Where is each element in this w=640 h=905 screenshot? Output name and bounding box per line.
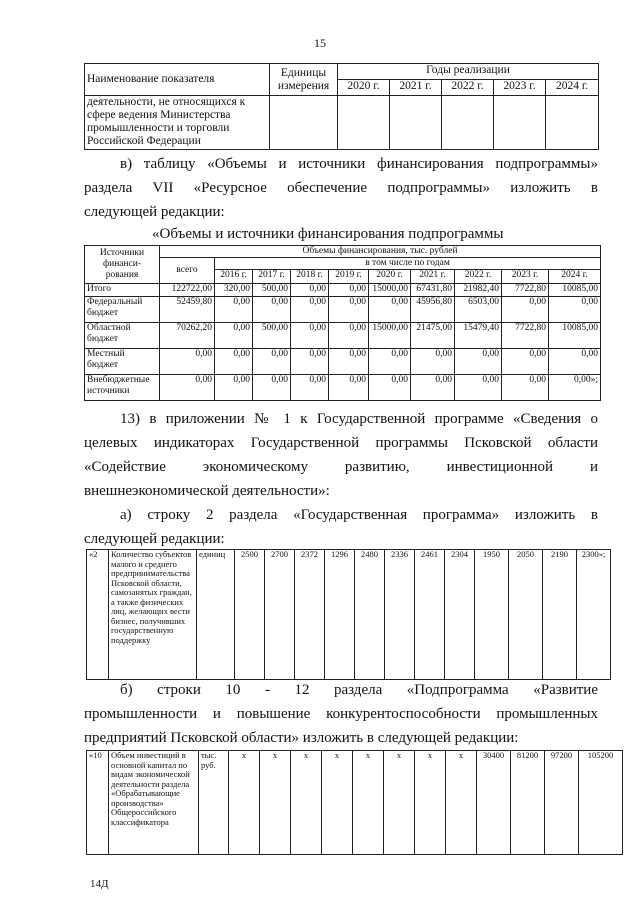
row-value: 0,00 <box>502 375 549 401</box>
paragraph-13-line3: «Содействие экономическому развитию, инвестиционной и <box>84 459 598 475</box>
row-value: 0,00 <box>411 349 455 375</box>
row-value: 500,00 <box>253 323 291 349</box>
row-value: 15000,00 <box>369 284 411 297</box>
row-value: 0,00 <box>253 349 291 375</box>
row-value: 0,00 <box>253 375 291 401</box>
row-value: 0,00 <box>215 349 253 375</box>
row-value: х <box>415 751 446 855</box>
row-value: 0,00 <box>160 375 215 401</box>
row-value: 0,00 <box>369 375 411 401</box>
table-title: «Объемы и источники финансирования подпрограммы <box>152 226 504 242</box>
row-value: 7722,80 <box>502 284 549 297</box>
row-value: 0,00 <box>455 349 502 375</box>
row-value: х <box>260 751 291 855</box>
footer-code: 14Д <box>90 878 109 890</box>
row-source-name: Внебюджетные источники <box>85 375 160 401</box>
paragraph-v-line3: следующей редакции: <box>84 204 225 220</box>
row-number: «2 <box>87 550 109 680</box>
row-value: 10085,00 <box>549 323 601 349</box>
header-year: 2022 г. <box>455 270 502 284</box>
row-value: 500,00 <box>253 284 291 297</box>
header-year: 2022 г. <box>442 80 494 96</box>
row-value: х <box>322 751 353 855</box>
row-indicator-name: Количество субъектов малого и среднего предпринимательства Псковской области, самозанятых граждан, а также физических лиц, желающих вести бизнес, получивших государственную поддержку <box>109 550 197 680</box>
row-value: 1296 <box>325 550 355 680</box>
header-year: 2024 г. <box>549 270 601 284</box>
row-value: 2480 <box>355 550 385 680</box>
row-value: 6503,00 <box>455 297 502 323</box>
header-years-group: Годы реализации <box>338 64 599 80</box>
row-value: 15479,40 <box>455 323 502 349</box>
indicator-row-2-table <box>86 549 611 680</box>
header-total: всего <box>160 258 215 284</box>
row-source-name: Итого <box>85 284 160 297</box>
row-value: 0,00 <box>215 297 253 323</box>
header-year: 2020 г. <box>338 80 390 96</box>
paragraph-v-line1: в) таблицу «Объемы и источники финансирования подпрограммы» <box>120 156 598 172</box>
empty-cell <box>390 96 442 150</box>
row-value: 0,00 <box>291 284 329 297</box>
header-year: 2019 г. <box>329 270 369 284</box>
indicator-table-continued <box>84 63 599 150</box>
table-row <box>85 297 601 323</box>
empty-cell <box>338 96 390 150</box>
header-year: 2016 г. <box>215 270 253 284</box>
row-value: 0,00 <box>215 375 253 401</box>
row-value: 21982,40 <box>455 284 502 297</box>
header-year: 2023 г. <box>494 80 546 96</box>
paragraph-v-line2: раздела VII «Ресурсное обеспечение подпрограммы» изложить в <box>84 180 598 196</box>
row-value: х <box>446 751 477 855</box>
row-value: 21475,00 <box>411 323 455 349</box>
header-source: Источники финанси- рования <box>85 246 160 284</box>
row-value: 0,00 <box>329 375 369 401</box>
row-value: 105200 <box>579 751 623 855</box>
row-value: 2050 <box>509 550 543 680</box>
header-year: 2021 г. <box>390 80 442 96</box>
row-value: 0,00 <box>502 349 549 375</box>
row-value: 122722,00 <box>160 284 215 297</box>
row-value: 0,00 <box>411 375 455 401</box>
paragraph-b-line2: промышленности и повышение конкурентоспособности промышленных <box>84 706 598 722</box>
row-value: 0,00 <box>329 284 369 297</box>
row-value: 0,00 <box>160 349 215 375</box>
row-value: 2500 <box>235 550 265 680</box>
row-value: 0,00 <box>502 297 549 323</box>
table-row <box>85 323 601 349</box>
row-value: 0,00 <box>369 349 411 375</box>
row-value: 45956,80 <box>411 297 455 323</box>
row-value: 2190 <box>543 550 577 680</box>
row-value: 0,00 <box>549 349 601 375</box>
row-source-name: Местный бюджет <box>85 349 160 375</box>
row-value: х <box>353 751 384 855</box>
header-indicator-name: Наименование показателя <box>85 64 270 96</box>
row-value: 0,00 <box>369 297 411 323</box>
row-value: 0,00 <box>291 297 329 323</box>
page-number: 15 <box>314 36 326 50</box>
row-value: 30400 <box>477 751 511 855</box>
paragraph-a-line1: а) строку 2 раздела «Государственная программа» изложить в <box>120 507 598 523</box>
row-value: 70262,20 <box>160 323 215 349</box>
financing-table <box>84 245 601 401</box>
row-value: 97200 <box>545 751 579 855</box>
row-value: 52459,80 <box>160 297 215 323</box>
header-year: 2020 г. <box>369 270 411 284</box>
header-year: 2018 г. <box>291 270 329 284</box>
row-source-name: Федеральный бюджет <box>85 297 160 323</box>
empty-cell <box>270 96 338 150</box>
paragraph-a-line2: следующей редакции: <box>84 531 225 547</box>
paragraph-13-line1: 13) в приложении № 1 к Государственной программе «Сведения о <box>120 411 598 427</box>
row-value: 2304 <box>445 550 475 680</box>
row-value: 0,00 <box>455 375 502 401</box>
row-value: 0,00 <box>329 323 369 349</box>
row-value: 2336 <box>385 550 415 680</box>
header-year: 2017 г. <box>253 270 291 284</box>
row-value: х <box>229 751 260 855</box>
header-financing-group: Объемы финансирования, тыс. рублей <box>160 246 601 258</box>
row-value: 7722,80 <box>502 323 549 349</box>
row-value: 2372 <box>295 550 325 680</box>
table-row <box>85 284 601 297</box>
row-value: х <box>384 751 415 855</box>
paragraph-13-line2: целевых индикаторах Государственной программы Псковской области <box>84 435 598 451</box>
row-value: 0,00 <box>329 349 369 375</box>
row-value: 67431,80 <box>411 284 455 297</box>
header-year: 2024 г. <box>546 80 599 96</box>
empty-cell <box>546 96 599 150</box>
row-unit: единиц <box>197 550 235 680</box>
header-years-subgroup: в том числе по годам <box>215 258 601 270</box>
header-unit: Единицы измерения <box>270 64 338 96</box>
row-value: 0,00 <box>549 297 601 323</box>
row-value: 2300»; <box>577 550 611 680</box>
row-value: 2700 <box>265 550 295 680</box>
row-value: 0,00 <box>329 297 369 323</box>
header-year: 2021 г. <box>411 270 455 284</box>
row-value: 10085,00 <box>549 284 601 297</box>
empty-cell <box>494 96 546 150</box>
table-row <box>85 375 601 401</box>
row-value: 15000,00 <box>369 323 411 349</box>
row-unit: тыс. руб. <box>199 751 229 855</box>
row-indicator-name: Объем инвестиций в основной капитал по видам экономической деятельности раздела «Обрабатывающие производства» Общероссийского классификатора <box>109 751 199 855</box>
row-value: х <box>291 751 322 855</box>
empty-cell <box>442 96 494 150</box>
paragraph-13-line4: внешнеэкономической деятельности»: <box>84 483 330 499</box>
row-value: 0,00 <box>291 375 329 401</box>
row-value: 2461 <box>415 550 445 680</box>
table-row <box>85 349 601 375</box>
row-value: 0,00 <box>253 297 291 323</box>
row-value: 1950 <box>475 550 509 680</box>
row-number: «10 <box>87 751 109 855</box>
row-source-name: Областной бюджет <box>85 323 160 349</box>
indicator-row-10-table <box>86 750 623 855</box>
paragraph-b-line1: б) строки 10 - 12 раздела «Подпрограмма «Развитие <box>120 682 598 698</box>
paragraph-b-line3: предприятий Псковской области» изложить в следующей редакции: <box>84 730 519 746</box>
row-value: 0,00 <box>215 323 253 349</box>
row-value: 0,00»; <box>549 375 601 401</box>
row-value: 81200 <box>511 751 545 855</box>
row-value: 0,00 <box>291 323 329 349</box>
row-text: деятельности, не относящихся к сфере ведения Министерства промышленности и торговли Российской Федерации <box>85 96 270 150</box>
row-value: 320,00 <box>215 284 253 297</box>
header-year: 2023 г. <box>502 270 549 284</box>
row-value: 0,00 <box>291 349 329 375</box>
